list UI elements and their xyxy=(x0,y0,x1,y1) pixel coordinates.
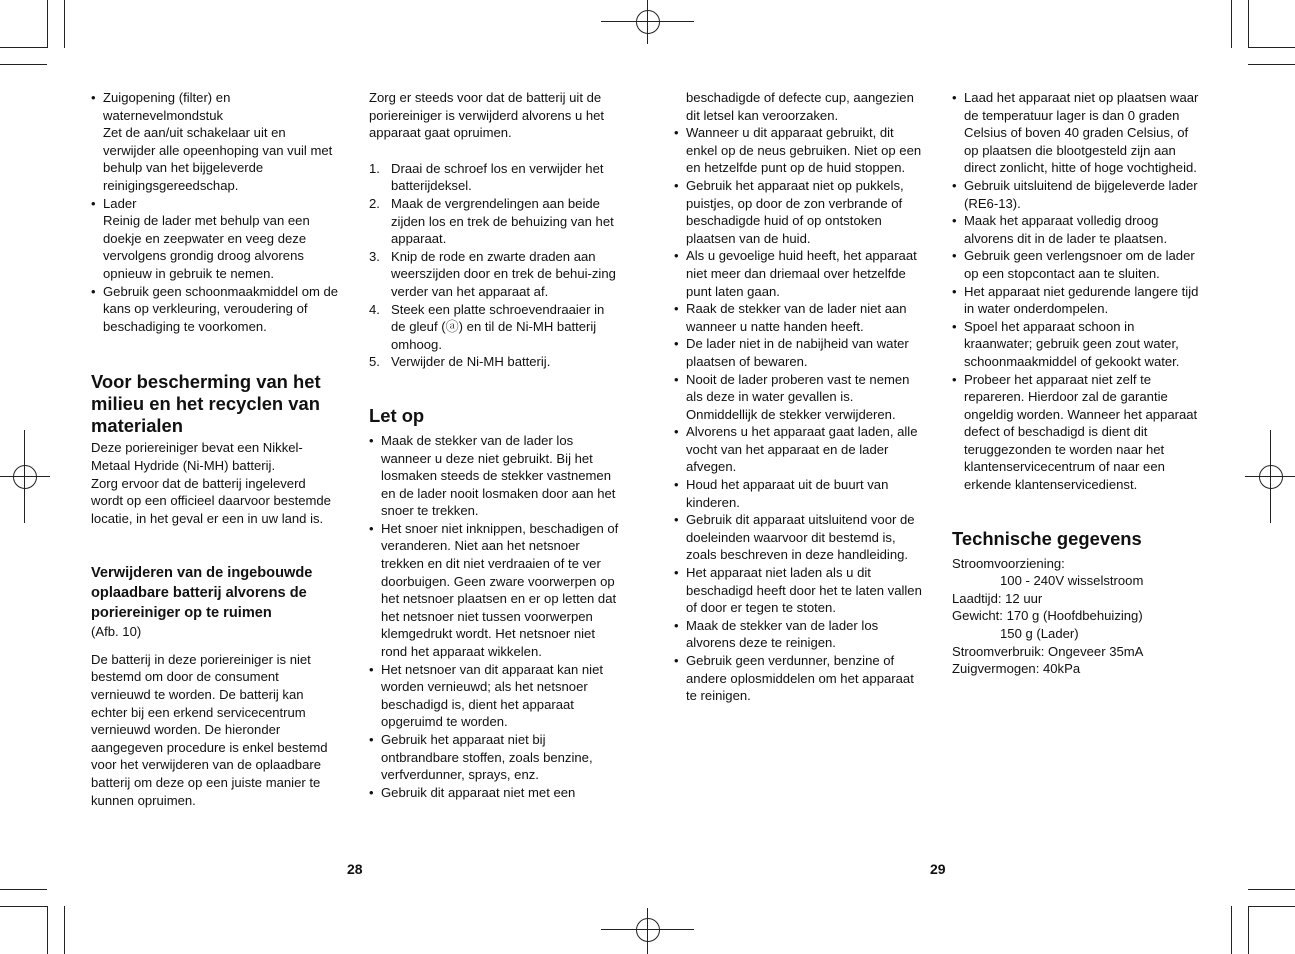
spec-consumption: Stroomverbruik: Ongeveer 35mA xyxy=(952,643,1144,659)
list-item: • Spoel het apparaat schoon in kraanwater; gebruik geen zout water, schoonmaakmiddel of gekookt water. xyxy=(952,318,1204,371)
list-item: • Het apparaat niet laden als u dit beschadigd heeft door het te laten vallen of door er tegen te stoten. xyxy=(674,564,926,617)
spec-suction: Zuigvermogen: 40kPa xyxy=(952,661,1081,677)
intro-paragraph: Zorg er steeds voor dat de batterij uit de poriereiniger is verwijderd alvorens u het apparaat gaat opruimen. xyxy=(369,90,605,141)
crop-mark xyxy=(1248,0,1249,48)
list-item: beschadigde of defecte cup, aangezien dit letsel kan veroorzaken. xyxy=(686,90,914,123)
list-item: • De lader niet in de nabijheid van water plaatsen of bewaren. xyxy=(674,335,926,370)
crop-mark xyxy=(64,906,65,954)
crop-mark xyxy=(64,0,65,48)
list-item: • Alvorens u het apparaat gaat laden, alle vocht van het apparaat en de lader afvegen. xyxy=(674,423,926,476)
section-heading-environment: Voor bescherming van het milieu en het recyclen van materialen xyxy=(91,371,321,437)
step-item xyxy=(369,248,621,301)
crop-mark xyxy=(1248,906,1249,954)
crop-mark xyxy=(0,889,47,890)
list-item: • Gebruik het apparaat niet bij ontbrandbare stoffen, zoals benzine, verfverdunner, sprays, enz. xyxy=(369,731,621,784)
list-item: • Laad het apparaat niet op plaatsen waar de temperatuur lager is dan 0 graden Celsius of boven 40 graden Celsius, of op plaatsen die blootgesteld zijn aan direct zonlicht, hitte of hoge vochtigheid. xyxy=(952,89,1204,177)
crop-mark xyxy=(0,906,47,907)
step-item xyxy=(369,195,621,248)
crop-mark xyxy=(1248,47,1295,48)
section-heading-specifications: Technische gegevens xyxy=(952,527,1142,549)
step-number: 3. xyxy=(369,248,380,264)
caution-list xyxy=(369,432,621,801)
caution-list-continued-2 xyxy=(952,89,1204,494)
crop-mark xyxy=(1248,906,1295,907)
crop-mark xyxy=(1248,64,1295,65)
step-number: 2. xyxy=(369,195,380,211)
list-item: • Raak de stekker van de lader niet aan wanneer u natte handen heeft. xyxy=(674,300,926,335)
step-text: Knip de rode en zwarte draden aan weerszijden door en trek de behui-zing verder van het apparaat af. xyxy=(391,248,616,299)
step-item xyxy=(369,160,621,195)
step-text: Verwijder de Ni-MH batterij. xyxy=(391,354,551,370)
list-item: • Gebruik geen verdunner, benzine of andere oplosmiddelen om het apparaat te reinigen. xyxy=(674,652,926,705)
crop-mark xyxy=(0,64,47,65)
crop-mark xyxy=(47,906,48,954)
spec-power-value: 100 - 240V wisselstroom xyxy=(1000,573,1144,589)
spec-weight-charger: 150 g (Lader) xyxy=(1000,626,1079,642)
column-1 xyxy=(91,89,341,809)
page-number-left: 28 xyxy=(347,861,363,877)
list-item: • Gebruik geen schoonmaakmiddel om de kans op verkleuring, veroudering of beschadiging te voorkomen. xyxy=(91,283,341,336)
figure-reference: (Afb. 10) xyxy=(91,624,142,640)
list-item: • Gebruik het apparaat niet op pukkels, puistjes, op door de zon verbrande of beschadigde huid of op ontstoken plaatsen van de huid. xyxy=(674,177,926,247)
list-item: • Maak de stekker van de lader los wanneer u deze niet gebruikt. Bij het losmaken steeds de stekker vastnemen en de lader nooit losmaken door aan het snoer te trekken. xyxy=(369,432,621,520)
spec-power-label: Stroomvoorziening: xyxy=(952,555,1065,571)
list-item: • Maak het apparaat volledig droog alvorens dit in de lader te plaatsen. xyxy=(952,212,1204,247)
section-heading-battery-removal: Verwijderen van de ingebouwde oplaadbare batterij alvorens de poriereiniger op te ruimen xyxy=(91,565,313,622)
list-item: • Maak de stekker van de lader los alvorens deze te reinigen. xyxy=(674,617,926,652)
step-number: 4. xyxy=(369,301,380,317)
environment-paragraph: Deze poriereiniger bevat een Nikkel-Metaal Hydride (Ni-MH) batterij. Zorg ervoor dat de batterij ingeleverd wordt op een officieel daarvoor bestemde locatie, in het geval er een in uw land is. xyxy=(91,440,331,526)
step-number: 5. xyxy=(369,354,380,370)
list-item: • Gebruik geen verlengsnoer om de lader op een stopcontact aan te sluiten. xyxy=(952,247,1204,282)
spec-charge-time: Laadtijd: 12 uur xyxy=(952,590,1043,606)
list-item: • Het apparaat niet gedurende langere tijd in water onderdompelen. xyxy=(952,283,1204,318)
battery-paragraph: De batterij in deze poriereiniger is niet bestemd om door de consument vernieuwd te worden. De batterij kan echter bij een erkend servicecentrum vernieuwd worden. De hieronder aangegeven procedure is enkel bestemd voor het verwijderen van de oplaadbare batterij om deze op een juiste manier te kunnen opruimen. xyxy=(91,651,328,808)
list-item: • Lader Reinig de lader met behulp van een doekje en zeepwater en veeg deze vervolgens grondig droog alvorens opnieuw in gebruik te nemen. xyxy=(91,195,341,283)
removal-steps xyxy=(369,160,621,371)
crop-mark xyxy=(0,47,47,48)
column-4 xyxy=(952,89,1204,678)
list-item: • Houd het apparaat uit de buurt van kinderen. xyxy=(674,476,926,511)
step-text: Maak de vergrendelingen aan beide zijden los en trek de behuizing van het apparaat. xyxy=(391,195,614,247)
specifications-block xyxy=(952,555,1204,678)
caution-list-continued xyxy=(674,89,926,705)
list-item: • Gebruik uitsluitend de bijgeleverde lader (RE6-13). xyxy=(952,177,1204,212)
step-item xyxy=(369,301,621,354)
maintenance-list xyxy=(91,89,341,335)
list-item: • Nooit de lader proberen vast te nemen als deze in water gevallen is. Onmiddellijk de stekker verwijderen. xyxy=(674,371,926,424)
list-item: • Gebruik dit apparaat uitsluitend voor de doeleinden waarvoor dit bestemd is, zoals beschreven in deze handleiding. xyxy=(674,511,926,564)
section-heading-caution: Let op xyxy=(369,404,425,426)
column-2 xyxy=(369,89,621,801)
crop-mark xyxy=(1231,906,1232,954)
page-number-right: 29 xyxy=(930,861,946,877)
list-item: • Gebruik dit apparaat niet met een xyxy=(369,784,621,802)
list-item: • Het netsnoer van dit apparaat kan niet worden vernieuwd; als het netsnoer beschadigd is, dient het apparaat opgeruimd te worden. xyxy=(369,661,621,731)
list-item: • Zuigopening (filter) en waternevelmondstuk Zet de aan/uit schakelaar uit en verwijder alle opeenhoping van vuil met behulp van het bijgeleverde reinigingsgereedschap. xyxy=(91,89,341,195)
column-3 xyxy=(674,89,926,705)
list-item: • Als u gevoelige huid heeft, het apparaat niet meer dan driemaal over hetzelfde punt laten gaan. xyxy=(674,247,926,300)
step-item xyxy=(369,353,621,371)
step-text: Draai de schroef los en verwijder het batterijdeksel. xyxy=(391,160,604,194)
step-text: Steek een platte schroevendraaier in de gleuf (ⓐ) en til de Ni-MH batterij omhoog. xyxy=(391,301,605,352)
list-item: • Probeer het apparaat niet zelf te repareren. Hierdoor zal de garantie ongeldig worden. Wanneer het apparaat defect of beschadigd is dient dit teruggezonden te worden naar het klantenservicecentrum of naar een erkende klantenservicedienst. xyxy=(952,371,1204,494)
step-number: 1. xyxy=(369,160,380,176)
list-item: • Wanneer u dit apparaat gebruikt, dit enkel op de neus gebruiken. Niet op een en hetzelfde punt op de huid stoppen. xyxy=(674,124,926,177)
crop-mark xyxy=(47,0,48,48)
list-item: • Het snoer niet inknippen, beschadigen of veranderen. Niet aan het netsnoer trekken en dit niet verdraaien of te ver doorbuigen. Geen zware voorwerpen op het netsnoer plaatsen en er op letten dat het netsnoer niet tussen voorwerpen klemgedrukt wordt. Het netsnoer niet rond het apparaat wikkelen. xyxy=(369,520,621,661)
crop-mark xyxy=(1231,0,1232,48)
spec-weight: Gewicht: 170 g (Hoofdbehuizing) xyxy=(952,608,1143,624)
crop-mark xyxy=(1248,889,1295,890)
